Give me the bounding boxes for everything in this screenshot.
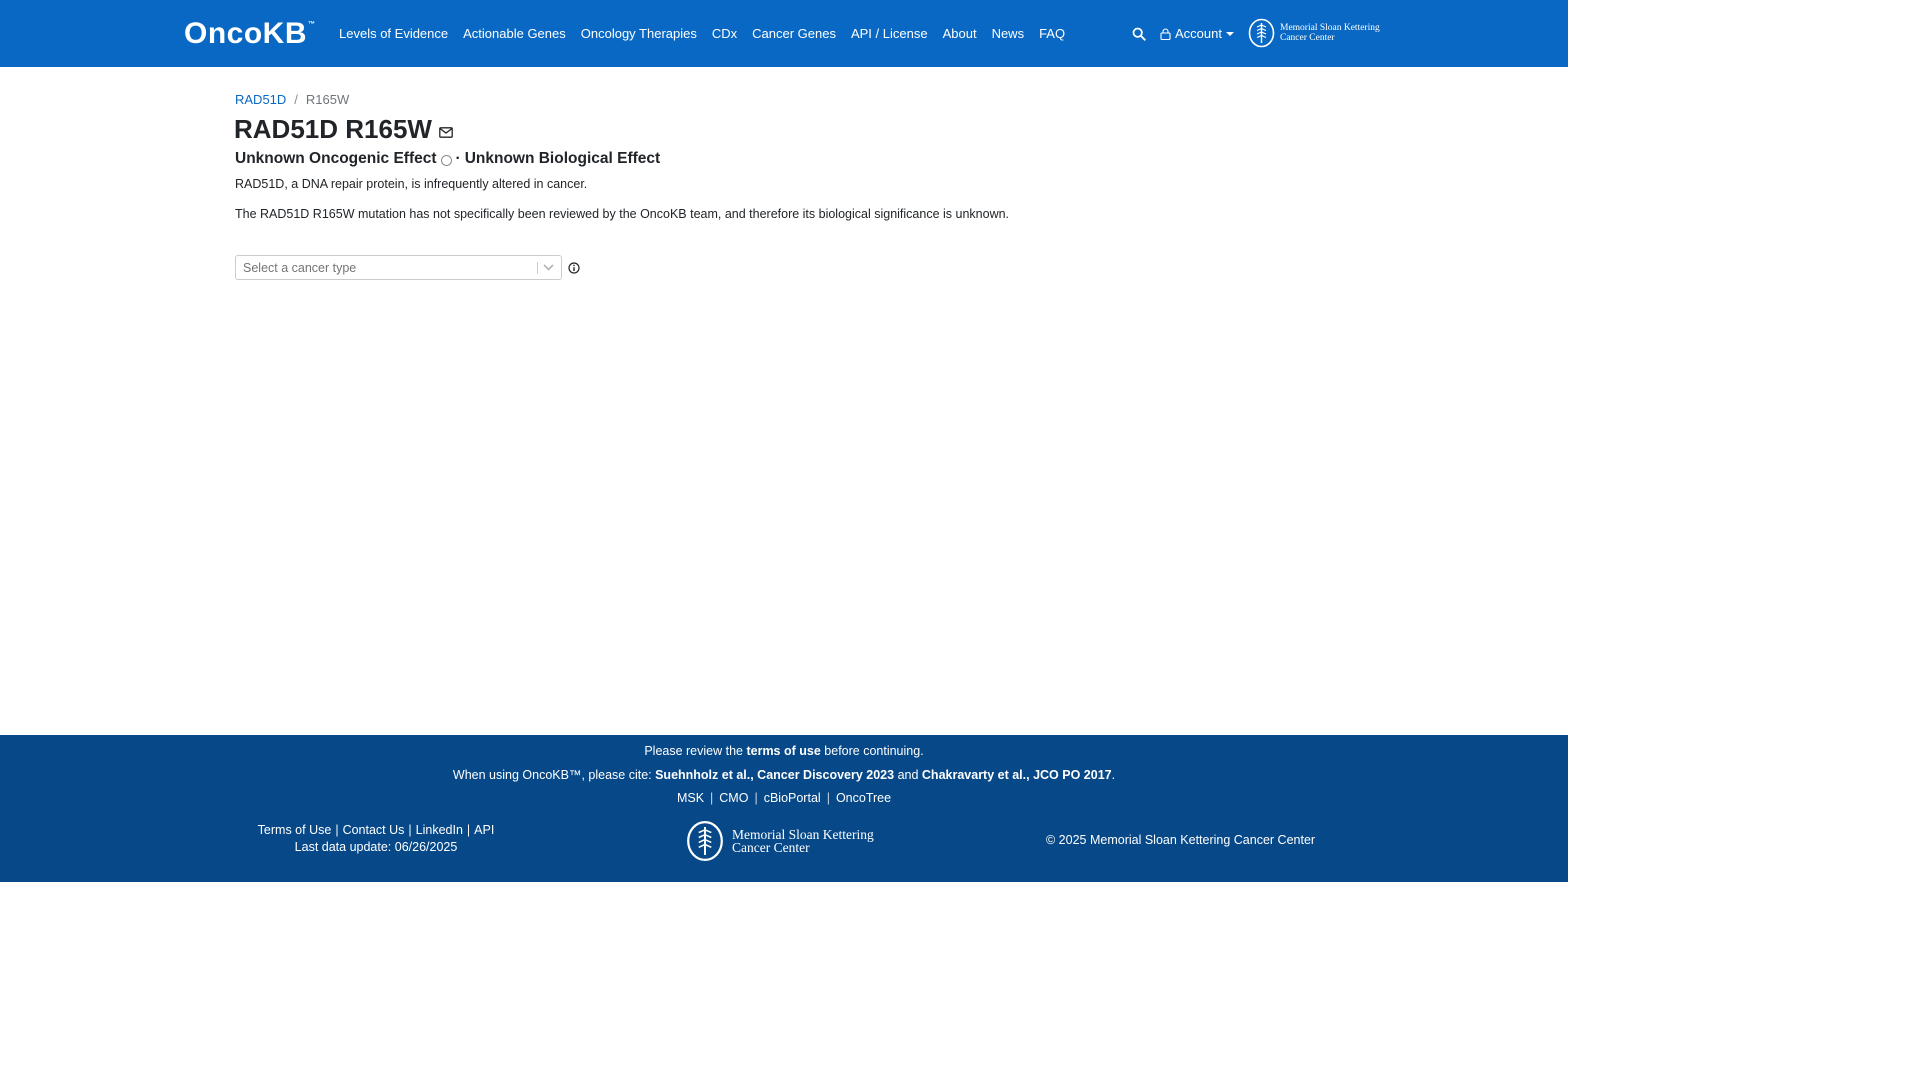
nav-oncology-therapies[interactable]: Oncology Therapies — [580, 26, 697, 41]
pipe-divider: | — [710, 791, 714, 805]
nav-actionable-genes[interactable]: Actionable Genes — [463, 26, 566, 41]
msk-emblem-icon — [686, 820, 724, 862]
select-indicator-separator — [537, 262, 538, 274]
effect-summary — [235, 150, 660, 168]
nav-news[interactable]: News — [991, 26, 1025, 41]
account-label: Account — [1175, 26, 1222, 41]
mutation-summary: The RAD51D R165W mutation has not specifically been reviewed by the OncoKB team, and therefore its biological significance is unknown. — [235, 207, 1010, 221]
footer-left — [245, 823, 507, 854]
oncogenic-effect: Unknown Oncogenic Effect — [235, 150, 437, 167]
page-title-text: RAD51D R165W — [234, 114, 432, 144]
citation-and: and — [894, 768, 922, 782]
cancer-type-placeholder: Select a cancer type — [243, 260, 357, 275]
pipe-divider: | — [466, 823, 471, 837]
msk-header-line1: Memorial Sloan Kettering — [1280, 23, 1380, 33]
pipe-divider: | — [335, 823, 339, 837]
msk-header-logo[interactable] — [1248, 18, 1380, 48]
nav-right — [1132, 0, 1234, 67]
nav-faq[interactable]: FAQ — [1039, 26, 1066, 41]
biological-effect: Unknown Biological Effect — [464, 150, 661, 167]
copyright: © 2025 Memorial Sloan Kettering Cancer Center — [1046, 833, 1316, 847]
footer — [0, 735, 1568, 882]
effect-separator: · — [455, 150, 461, 167]
breadcrumb — [235, 92, 349, 107]
brand-text: OncoKB — [184, 17, 307, 50]
nav-api-license[interactable]: API / License — [850, 26, 928, 41]
citation-end: . — [1111, 768, 1116, 782]
breadcrumb-gene-link[interactable]: RAD51D — [235, 92, 287, 107]
footer-linkedin-link[interactable]: LinkedIn — [415, 823, 463, 837]
info-icon[interactable] — [568, 262, 580, 274]
citation-notice — [0, 768, 1568, 782]
citation-prefix: When using OncoKB™, please cite: — [452, 768, 656, 782]
lock-icon — [1160, 28, 1171, 40]
breadcrumb-separator: / — [294, 92, 298, 107]
last-data-update: Last data update: 06/26/2025 — [294, 840, 458, 854]
top-navbar — [0, 0, 1568, 67]
main-nav — [339, 0, 1080, 67]
footer-link-cbioportal[interactable]: cBioPortal — [763, 791, 821, 805]
breadcrumb-current: R165W — [305, 92, 350, 107]
msk-header-text — [1280, 23, 1380, 43]
msk-footer-logo[interactable] — [686, 820, 874, 862]
msk-emblem-icon — [1248, 18, 1275, 48]
unknown-oncogenic-circle-icon — [441, 155, 452, 166]
pipe-divider: | — [826, 791, 830, 805]
msk-footer-line1: Memorial Sloan Kettering — [732, 827, 874, 842]
nav-levels-of-evidence[interactable]: Levels of Evidence — [339, 26, 449, 41]
citation-link-1[interactable]: Suehnholz et al., Cancer Discovery 2023 — [655, 768, 895, 782]
caret-down-icon — [1226, 32, 1234, 36]
page-title — [234, 114, 453, 145]
footer-left-links — [245, 823, 507, 837]
footer-partner-links — [0, 791, 1568, 805]
citation-link-2[interactable]: Chakravarty et al., JCO PO 2017 — [921, 768, 1112, 782]
nav-about[interactable]: About — [942, 26, 977, 41]
brand-trademark: ™ — [308, 21, 316, 28]
terms-notice-prefix: Please review the — [644, 744, 747, 758]
cancer-type-select[interactable] — [235, 255, 562, 280]
terms-notice-suffix: before continuing. — [820, 744, 924, 758]
msk-header-line2: Cancer Center — [1280, 33, 1335, 43]
msk-footer-text — [732, 828, 874, 854]
footer-link-oncotree[interactable]: OncoTree — [835, 791, 892, 805]
pipe-divider: | — [754, 791, 758, 805]
search-icon[interactable] — [1132, 27, 1146, 41]
terms-of-use-link[interactable]: terms of use — [746, 744, 821, 758]
oncokb-logo[interactable] — [184, 17, 316, 51]
nav-cdx[interactable]: CDx — [711, 26, 738, 41]
footer-link-msk[interactable]: MSK — [676, 791, 705, 805]
msk-footer-line2: Cancer Center — [732, 840, 810, 855]
envelope-icon[interactable] — [439, 127, 453, 138]
terms-notice — [0, 744, 1568, 758]
footer-contact-link[interactable]: Contact Us — [342, 823, 405, 837]
gene-summary: RAD51D, a DNA repair protein, is infrequently altered in cancer. — [235, 177, 588, 191]
chevron-down-icon[interactable] — [543, 264, 554, 271]
nav-cancer-genes[interactable]: Cancer Genes — [752, 26, 836, 41]
account-dropdown[interactable] — [1160, 26, 1234, 41]
footer-link-cmo[interactable]: CMO — [719, 791, 749, 805]
pipe-divider: | — [408, 823, 412, 837]
footer-terms-link[interactable]: Terms of Use — [257, 823, 332, 837]
footer-api-link[interactable]: API — [474, 823, 495, 837]
